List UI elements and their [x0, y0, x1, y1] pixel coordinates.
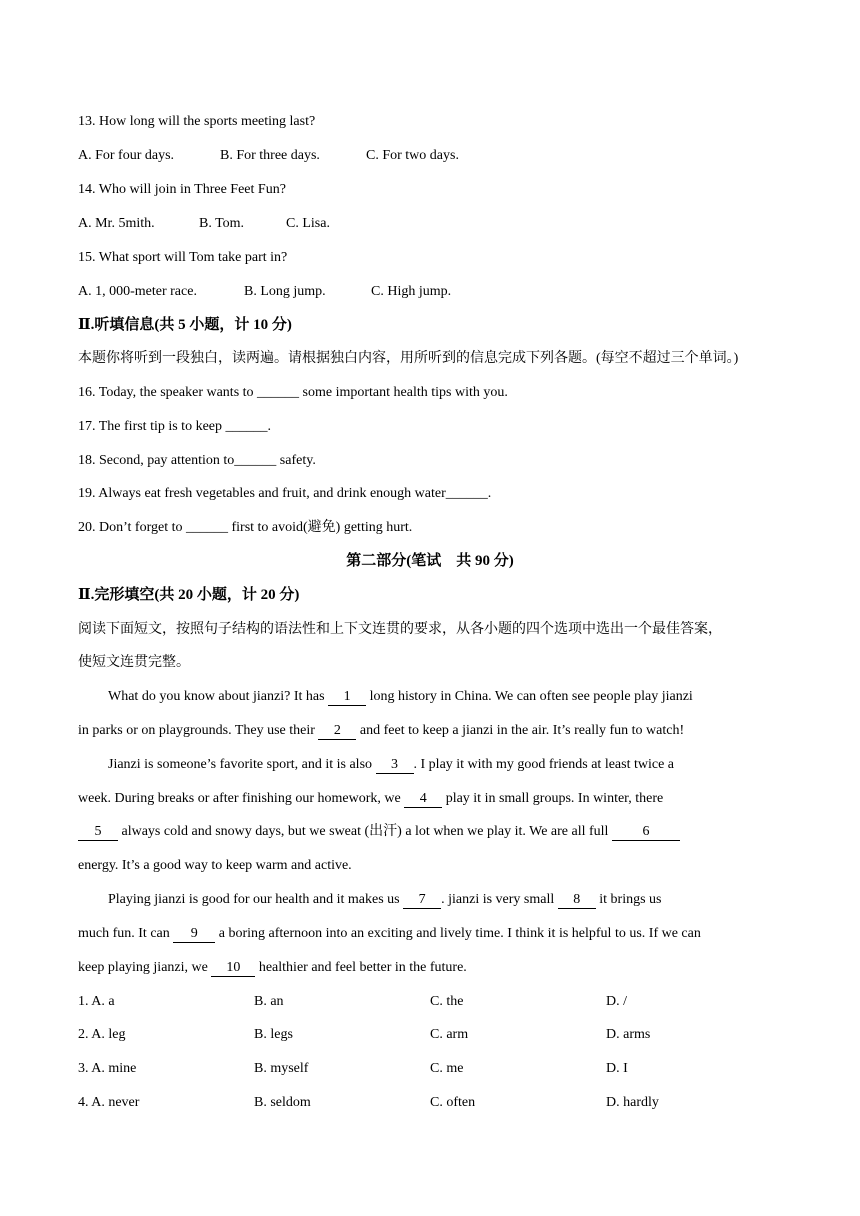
- blank-3: 3: [376, 757, 414, 774]
- passage-line: Jianzi is someone’s favorite sport, and it is also 3 . I play it with my good friends at least twice a: [108, 757, 675, 772]
- passage-line: in parks or on playgrounds. They use their 2 and feet to keep a jianzi in the air. It’s really fun to watch!: [78, 723, 685, 738]
- question-19: 19. Always eat fresh vegetables and fruit, and drink enough water______.: [78, 486, 492, 501]
- blank-1: 1: [328, 689, 366, 706]
- option-c: C. For two days.: [366, 148, 459, 163]
- option-a: A. 1, 000-meter race.: [78, 284, 197, 299]
- question-14: 14. Who will join in Three Feet Fun?: [78, 182, 286, 197]
- passage-line: week. During breaks or after finishing our homework, we 4 play it in small groups. In winter, there: [78, 791, 664, 806]
- option-c: C. often: [430, 1095, 476, 1110]
- part-two-title: 第二部分(笔试 共 90 分): [346, 553, 514, 569]
- passage-line: What do you know about jianzi? It has 1 long history in China. We can often see people play jianzi: [108, 689, 693, 704]
- blank-10: 10: [211, 960, 255, 977]
- option-c: C. the: [430, 994, 464, 1009]
- option-a: 2. A. leg: [78, 1027, 126, 1042]
- option-b: B. Long jump.: [244, 284, 326, 299]
- option-d: D. I: [606, 1061, 628, 1076]
- option-a: 3. A. mine: [78, 1061, 137, 1076]
- blank-6: 6: [612, 824, 680, 841]
- question-13-options: [78, 146, 459, 166]
- option-b: B. seldom: [254, 1095, 311, 1110]
- blank-2: 2: [318, 723, 356, 740]
- section-heading-cloze: Ⅱ.完形填空(共 20 小题，计 20 分): [78, 587, 300, 603]
- blank-8: 8: [558, 892, 596, 909]
- question-15-options: [78, 282, 451, 302]
- section-instruction: 本题你将听到一段独白，读两遍。请根据独白内容，用所听到的信息完成下列各题。(每空不超过三个单词。): [78, 351, 739, 366]
- option-c: C. High jump.: [371, 284, 452, 299]
- option-a: 4. A. never: [78, 1095, 140, 1110]
- section-heading-listening-fill: Ⅱ.听填信息(共 5 小题，计 10 分): [78, 317, 292, 333]
- cloze-instruction-line-1: 阅读下面短文，按照句子结构的语法性和上下文连贯的要求，从各小题的四个选项中选出一个最佳答案，: [78, 622, 722, 637]
- option-a: A. Mr. 5mith.: [78, 216, 155, 231]
- blank-9: 9: [173, 926, 215, 943]
- option-c: C. me: [430, 1061, 464, 1076]
- option-c: C. arm: [430, 1027, 469, 1042]
- question-13: 13. How long will the sports meeting last?: [78, 114, 316, 129]
- question-18: 18. Second, pay attention to______ safety.: [78, 453, 316, 468]
- option-b: B. an: [254, 994, 284, 1009]
- option-b: B. myself: [254, 1061, 309, 1076]
- option-a: A. For four days.: [78, 148, 175, 163]
- option-d: D. arms: [606, 1027, 651, 1042]
- passage-line: much fun. It can 9 a boring afternoon into an exciting and lively time. I think it is helpful to us. If we can: [78, 926, 701, 941]
- question-16: 16. Today, the speaker wants to ______ some important health tips with you.: [78, 385, 508, 400]
- cloze-instruction-line-2: 使短文连贯完整。: [78, 655, 190, 670]
- question-15: 15. What sport will Tom take part in?: [78, 250, 288, 265]
- question-17: 17. The first tip is to keep ______.: [78, 419, 271, 434]
- option-d: D. /: [606, 994, 627, 1009]
- blank-4: 4: [404, 791, 442, 808]
- option-b: B. Tom.: [199, 216, 245, 231]
- blank-5: 5: [78, 824, 118, 841]
- option-d: D. hardly: [606, 1095, 659, 1110]
- option-c: C. Lisa.: [286, 216, 330, 231]
- passage-line: energy. It’s a good way to keep warm and active.: [78, 858, 352, 873]
- option-a: 1. A. a: [78, 994, 115, 1009]
- passage-line: Playing jianzi is good for our health and it makes us 7 . jianzi is very small 8 it brings us: [108, 892, 662, 907]
- option-b: B. legs: [254, 1027, 293, 1042]
- blank-7: 7: [403, 892, 441, 909]
- question-20: 20. Don’t forget to ______ first to avoid(避免) getting hurt.: [78, 520, 413, 535]
- passage-line: 5 always cold and snowy days, but we sweat (出汗) a lot when we play it. We are all full 6: [78, 822, 680, 842]
- passage-line: keep playing jianzi, we 10 healthier and feel better in the future.: [78, 960, 467, 975]
- option-b: B. For three days.: [220, 148, 320, 163]
- question-14-options: [78, 214, 330, 234]
